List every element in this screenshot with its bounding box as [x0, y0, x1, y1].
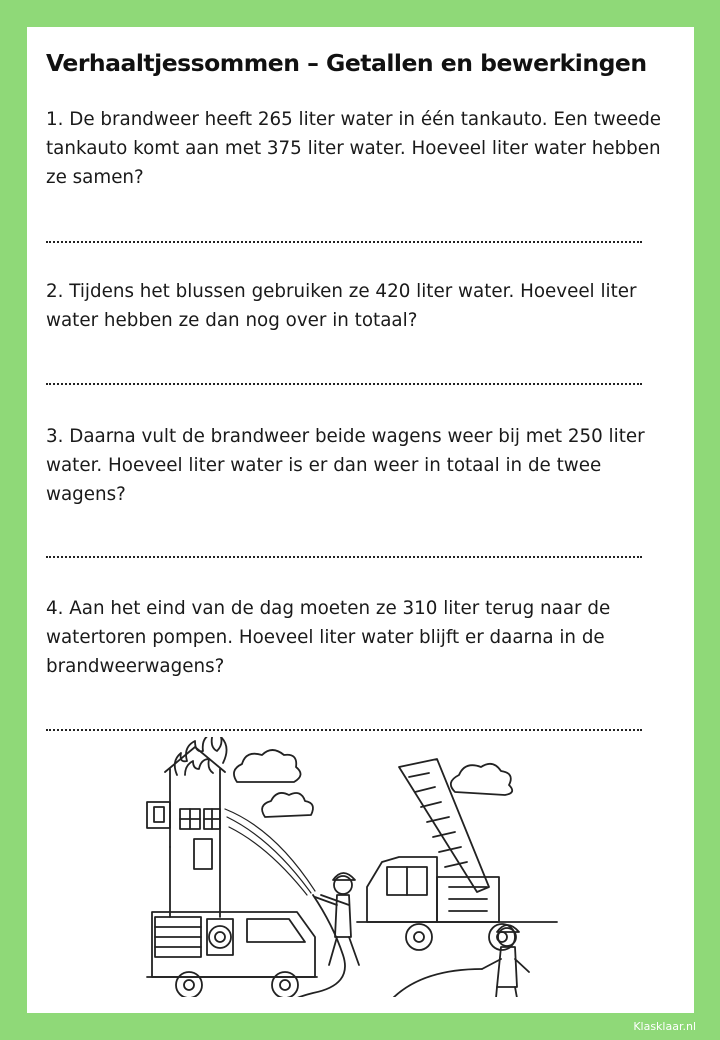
answer-line-2[interactable]	[46, 369, 642, 385]
cloud-middle	[262, 793, 313, 817]
worksheet	[27, 27, 694, 1013]
question-2: 2. Tijdens het blussen gebruiken ze 420 liter water. Hoeveel liter water hebben ze dan nog over in totaal?	[46, 281, 637, 331]
worksheet-title: Verhaaltjessommen – Getallen en bewerkingen	[46, 49, 647, 77]
answer-line-1[interactable]	[46, 227, 642, 243]
question-1: 1. De brandweer heeft 265 liter water in één tankauto. Een tweede tankauto komt aan met 375 liter water. Hoeveel liter water hebben ze samen?	[46, 109, 662, 188]
water-spray	[225, 809, 315, 895]
footer-credit: Klasklaar.nl	[633, 1020, 696, 1033]
burning-house	[147, 737, 227, 917]
firefighter-illustration	[137, 737, 577, 997]
firefighter-spraying	[286, 873, 359, 997]
cloud-right	[451, 764, 512, 795]
cloud-left	[234, 750, 301, 782]
answer-line-4[interactable]	[46, 715, 642, 731]
pump-truck	[147, 912, 317, 997]
answer-line-3[interactable]	[46, 542, 642, 558]
question-4: 4. Aan het eind van de dag moeten ze 310 liter terug naar de watertoren pompen. Hoeveel liter water blijft er daarna in de brandweerwagens?	[46, 598, 611, 677]
question-3: 3. Daarna vult de brandweer beide wagens weer bij met 250 liter water. Hoeveel liter water is er dan weer in totaal in de twee wagens?	[46, 426, 645, 505]
ladder-truck	[357, 759, 557, 950]
firefighter-hose	[332, 925, 529, 997]
